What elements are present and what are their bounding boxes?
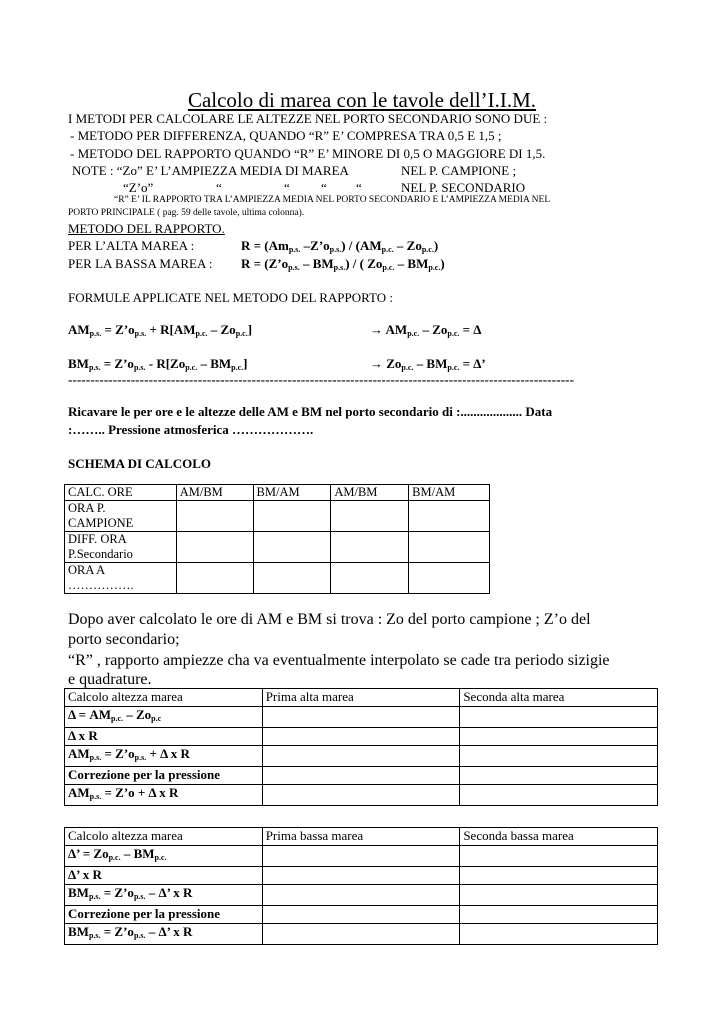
table-row <box>65 923 658 945</box>
ditto-mark: “ <box>356 180 362 195</box>
separator-line: ----------------------------------------------------------------------------------------------------------------- <box>68 372 575 387</box>
row-label: Correzione per la pressione <box>65 767 263 785</box>
table-row <box>65 784 658 806</box>
row-label: Δ’ x R <box>65 867 263 885</box>
note-line: NEL P. SECONDARIO <box>401 180 526 195</box>
formula-alta: $R = (Am_{p.s.}$ $-Z’o_{p.s.}) / (AM_{p.c.} - Zo_{p.c.})$ <box>241 238 439 254</box>
ditto-mark: “ <box>321 180 327 195</box>
table-row <box>65 845 658 867</box>
formula-label: PER L’ALTA MAREA : <box>68 238 195 253</box>
paragraph-line: “R” , rapporto ampiezze cha va eventualmente interpolato se cade tra periodo sizigie <box>68 652 610 669</box>
page-title: Calcolo di marea con le tavole dell’I.I.M. <box>187 88 537 112</box>
empty-cell[interactable] <box>460 767 658 785</box>
table-header-cell: Seconda alta marea <box>460 689 658 707</box>
table-row <box>65 706 658 728</box>
empty-cell[interactable] <box>409 532 490 563</box>
row-label-cell <box>65 563 177 594</box>
paragraph-line: porto secondario; <box>68 631 180 648</box>
table-row <box>65 563 490 594</box>
row-label: Δ x R <box>65 728 263 746</box>
row-label: $AM_{p.s.}$ = Z’o + Δ x R <box>65 784 263 806</box>
table-header-cell: BM/AM <box>409 485 490 501</box>
empty-cell[interactable] <box>253 532 331 563</box>
ditto-mark: “ <box>216 180 222 195</box>
row-label: ……………. <box>68 578 134 592</box>
empty-cell[interactable] <box>409 563 490 594</box>
formula-delta-prime: → $Zo_{p.c.} - BM_{p.c.} = \Delta$’ <box>370 356 486 372</box>
table-header-cell: AM/BM <box>176 485 253 501</box>
formula-delta: → $AM_{p.c.} - Zo_{p.c.} = \Delta$ <box>370 322 482 338</box>
note-line: “Z’o” <box>123 180 154 195</box>
empty-cell[interactable] <box>262 745 460 767</box>
empty-cell[interactable] <box>460 745 658 767</box>
bassa-marea-table <box>64 827 658 945</box>
empty-cell[interactable] <box>262 867 460 885</box>
row-label-cell <box>65 532 177 563</box>
row-label: $BM_{p.s.}$ = $Z’o_{p.s.}$ – Δ’ x R <box>65 923 263 945</box>
section-heading: SCHEMA DI CALCOLO <box>68 456 212 471</box>
row-label: Δ’ = $Zo_{p.c.} - BM_{p.c.}$ <box>65 845 263 867</box>
formula-bassa: $R = (Z’o_{p.s.} - BM_{p.s.})$ / ( $Zo_{p.c.} - BM_{p.c.}$) <box>241 256 445 272</box>
table-header-cell: Calcolo altezza marea <box>65 689 263 707</box>
table-header-cell: Calcolo altezza marea <box>65 828 263 846</box>
intro-line: I METODI PER CALCOLARE LE ALTEZZE NEL PORTO SECONDARIO SONO DUE : <box>68 111 548 126</box>
empty-cell[interactable] <box>460 845 658 867</box>
formula-bm: $BM_{p.s.}$ = $Z’o_{p.s.} - R[Zo_{p.c.} - BM_{p.c.}]$ <box>68 356 248 372</box>
table-row <box>65 884 658 906</box>
empty-cell[interactable] <box>460 923 658 945</box>
empty-cell[interactable] <box>262 845 460 867</box>
table-row <box>65 689 658 707</box>
empty-cell[interactable] <box>460 706 658 728</box>
schema-table <box>64 484 490 594</box>
row-label: DIFF. ORA <box>68 532 127 546</box>
empty-cell[interactable] <box>460 784 658 806</box>
empty-cell[interactable] <box>262 728 460 746</box>
section-heading: FORMULE APPLICATE NEL METODO DEL RAPPORTO : <box>68 290 393 305</box>
table-row <box>65 828 658 846</box>
intro-line: - METODO PER DIFFERENZA, QUANDO “R” E’ COMPRESA TRA 0,5 E 1,5 ; <box>70 128 502 143</box>
exercise-text: :…….. Pressione atmosferica ………………. <box>68 422 314 437</box>
paragraph-line: e quadrature. <box>68 671 152 688</box>
section-heading: METODO DEL RAPPORTO. <box>68 221 225 236</box>
row-label: CAMPIONE <box>68 516 134 530</box>
table-row <box>65 485 490 501</box>
empty-cell[interactable] <box>409 501 490 532</box>
empty-cell[interactable] <box>331 532 409 563</box>
intro-line: - METODO DEL RAPPORTO QUANDO “R” E’ MINORE DI 0,5 O MAGGIORE DI 1,5. <box>70 146 546 161</box>
table-header-cell: Prima alta marea <box>262 689 460 707</box>
table-row <box>65 532 490 563</box>
table-header-cell: CALC. ORE <box>65 485 177 501</box>
empty-cell[interactable] <box>262 923 460 945</box>
formula-label: PER LA BASSA MAREA : <box>68 256 213 271</box>
empty-cell[interactable] <box>331 501 409 532</box>
row-label: ORA A <box>68 563 106 577</box>
table-header-cell: AM/BM <box>331 485 409 501</box>
row-label-cell <box>65 501 177 532</box>
table-header-cell: BM/AM <box>253 485 331 501</box>
table-header-cell: Prima bassa marea <box>262 828 460 846</box>
empty-cell[interactable] <box>262 706 460 728</box>
empty-cell[interactable] <box>460 884 658 906</box>
empty-cell[interactable] <box>262 784 460 806</box>
row-label: $BM_{p.s.}$ = $Z’o_{p.s.}$ – Δ’ x R <box>65 884 263 906</box>
empty-cell[interactable] <box>460 867 658 885</box>
note-line: PORTO PRINCIPALE ( pag. 59 delle tavole, ultima colonna). <box>68 208 305 218</box>
table-row <box>65 906 658 924</box>
row-label: Correzione per la pressione <box>65 906 263 924</box>
empty-cell[interactable] <box>176 563 253 594</box>
row-label: ORA P. <box>68 501 106 515</box>
empty-cell[interactable] <box>460 906 658 924</box>
row-label: $AM_{p.s.}$ = $Z’o_{p.s.} + \Delta$ x R <box>65 745 263 767</box>
ditto-mark: “ <box>284 180 290 195</box>
table-row <box>65 767 658 785</box>
empty-cell[interactable] <box>262 906 460 924</box>
table-row <box>65 745 658 767</box>
note-line: NOTE : “Zo” E’ L’AMPIEZZA MEDIA DI MAREA <box>72 163 349 178</box>
empty-cell[interactable] <box>262 767 460 785</box>
empty-cell[interactable] <box>176 501 253 532</box>
empty-cell[interactable] <box>262 884 460 906</box>
table-header-cell: Seconda bassa marea <box>460 828 658 846</box>
exercise-text: Ricavare le per ore e le altezze delle AM e BM nel porto secondario di :................... Data <box>68 404 553 419</box>
table-row <box>65 501 490 532</box>
note-line: “R” E’ IL RAPPORTO TRA L’AMPIEZZA MEDIA NEL PORTO SECONDARIO E L’AMPIEZZA MEDIA NEL <box>114 195 551 205</box>
empty-cell[interactable] <box>253 563 331 594</box>
row-label: P.Secondario <box>68 547 133 561</box>
table-row <box>65 728 658 746</box>
empty-cell[interactable] <box>176 532 253 563</box>
note-line: NEL P. CAMPIONE ; <box>401 163 517 178</box>
paragraph-line: Dopo aver calcolato le ore di AM e BM si trova : Zo del porto campione ; Z’o del <box>68 611 591 628</box>
empty-cell[interactable] <box>253 501 331 532</box>
table-row <box>65 867 658 885</box>
formula-am: $AM_{p.s.}$ = $Z’o_{p.s.} + R[AM_{p.c.} - Zo_{p.c.}]$ <box>68 322 253 338</box>
alta-marea-table <box>64 688 658 806</box>
empty-cell[interactable] <box>331 563 409 594</box>
empty-cell[interactable] <box>460 728 658 746</box>
row-label: $\Delta = AM_{p.c.} - Zo_{p.c}$ <box>65 706 263 728</box>
